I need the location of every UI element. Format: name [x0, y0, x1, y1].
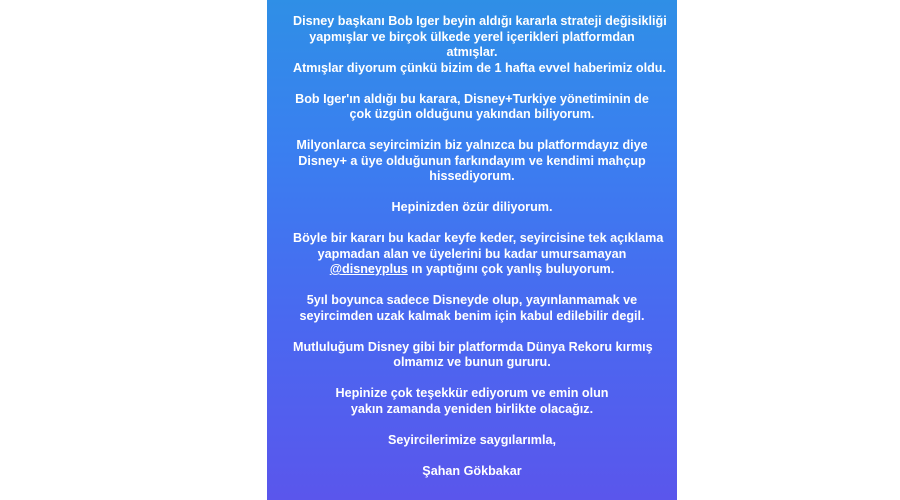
text-line: çok üzgün olduğunu yakından biliyorum. — [349, 107, 595, 121]
text-line: Şahan Gökbakar — [422, 463, 522, 478]
story-card — [267, 0, 677, 500]
text-line: olmamız ve bunun gururu. — [393, 355, 551, 369]
text-line-with-mention — [293, 262, 651, 278]
text-line: Hepinize çok teşekkür ediyorum ve emin olun — [335, 386, 609, 400]
disneyplus-mention-link[interactable]: @disneyplus — [329, 262, 408, 276]
statement-paragraph-8 — [267, 386, 677, 417]
statement-paragraph-7 — [267, 340, 677, 371]
text-line: Disney+ a üye olduğunun farkındayım ve kendimi mahçup — [298, 153, 646, 168]
apology-line — [267, 200, 677, 216]
text-line: yapmışlar ve birçok ülkede yerel içerikleri platformdan — [309, 29, 635, 44]
text-line: hissediyorum. — [429, 169, 515, 183]
text-line: Böyle bir kararı bu kadar keyfe keder, seyircisine tek açıklama — [293, 231, 664, 245]
text-line: atmışlar. — [446, 45, 498, 59]
statement-paragraph-2 — [267, 92, 677, 123]
text-line: seyircimden uzak kalmak benim için kabul edilebilir degil. — [299, 308, 645, 323]
statement-paragraph-3 — [267, 138, 677, 185]
text-line: yakın zamanda yeniden birlikte olacağız. — [350, 401, 594, 416]
text-line: yapmadan alan ve üyelerini bu kadar umursamayan — [317, 246, 627, 261]
text-line: Atmışlar diyorum çünkü bizim de 1 hafta evvel haberimiz oldu. — [293, 60, 667, 75]
statement-paragraph-6 — [267, 293, 677, 324]
text-line: Milyonlarca seyircimizin biz yalnızca bu platformdayız diye — [296, 138, 648, 152]
mention-suffix-text: ın yaptığını çok yanlış buluyorum. — [407, 262, 615, 276]
text-line: Bob Iger'ın aldığı bu karara, Disney+Turkiye yönetiminin de — [295, 91, 649, 106]
text-line: Mutluluğum Disney gibi bir platformda Dünya Rekoru kırmış — [293, 339, 653, 354]
text-line: Hepinizden özür diliyorum. — [391, 200, 553, 214]
signature-name — [267, 464, 677, 480]
text-line: 5yıl boyunca sadece Disneyde olup, yayınlanmamak ve — [306, 293, 638, 307]
text-line: Seyircilerimize saygılarımla, — [387, 432, 557, 447]
closing-line — [267, 433, 677, 449]
statement-paragraph-1 — [267, 14, 677, 76]
text-line: Disney başkanı Bob Iger beyin aldığı kararla strateji değisikliği — [293, 14, 667, 28]
statement-paragraph-5 — [267, 231, 677, 278]
